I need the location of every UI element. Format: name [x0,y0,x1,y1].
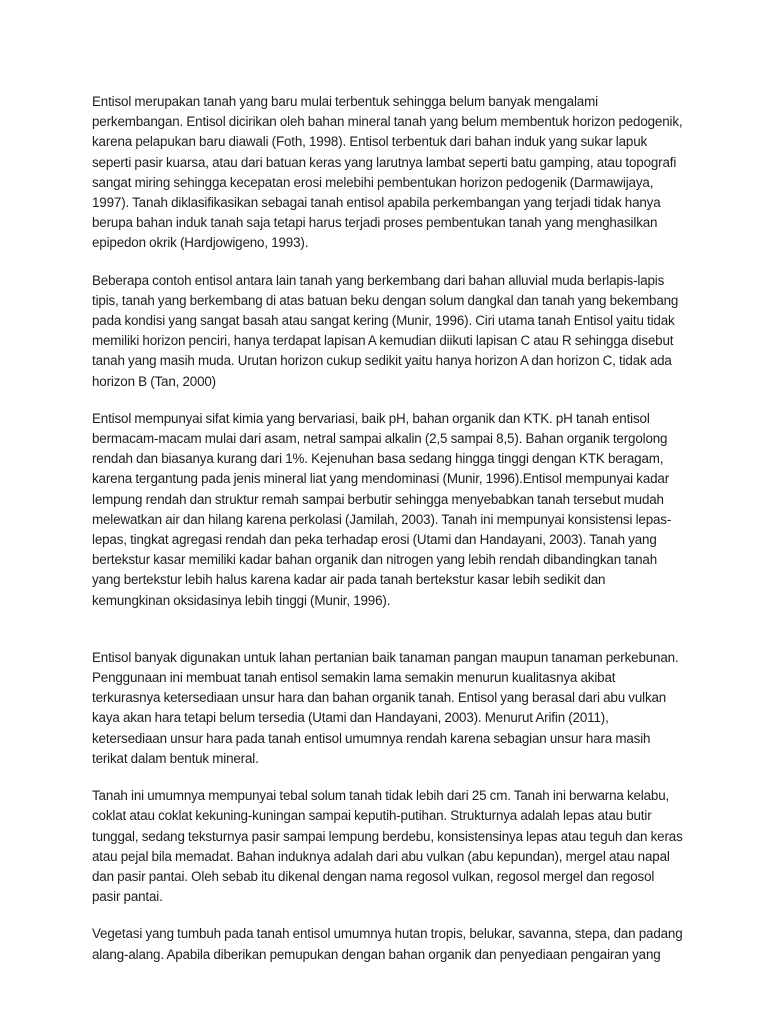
paragraph-entisol-examples: Beberapa contoh entisol antara lain tanah yang berkembang dari bahan alluvial muda berlapis-lapis tipis, tanah yang berkembang di atas batuan beku dengan solum dangkal dan tanah yang bekembang pada kondisi yang sangat basah atau sangat kering (Munir, 1996). Ciri utama tanah Entisol yaitu tidak memiliki horizon penciri, hanya terdapat lapisan A kemudian diikuti lapisan C atau R sehingga disebut tanah yang masih muda. Urutan horizon cukup sedikit yaitu hanya horizon A dan horizon C, tidak ada horizon B (Tan, 2000) [92,272,679,389]
paragraph-spacer [92,628,684,648]
paragraph-entisol-vegetation: Vegetasi yang tumbuh pada tanah entisol umumnya hutan tropis, belukar, savanna, stepa, dan padang alang-alang. Apabila diberikan pemupukan dengan bahan organik dan penyediaan pengairan yang [92,926,683,962]
paragraph-entisol-properties: Tanah ini umumnya mempunyai tebal solum tanah tidak lebih dari 25 cm. Tanah ini berwarna kelabu, coklat atau coklat kekuning-kuningan sampai keputih-putihan. Strukturnya adalah lepas atau butir tunggal, sedang teksturnya pasir sampai lempung berdebu, konsistensinya lepas atau teguh dan keras atau pejal bila memadat. Bahan induknya adalah dari abu vulkan (abu kepundan), mergel atau napal dan pasir pantai. Oleh sebab itu dikenal dengan nama regosol vulkan, regosol mergel dan regosol pasir pantai. [92,788,683,905]
paragraph-entisol-chemistry: Entisol mempunyai sifat kimia yang bervariasi, baik pH, bahan organik dan KTK. pH tanah entisol bermacam-macam mulai dari asam, netral sampai alkalin (2,5 sampai 8,5). Bahan organik tergolong rendah dan biasanya kurang dari 1%. Kejenuhan basa sedang hingga tinggi dengan KTK beragam, karena tergantung pada jenis mineral liat yang mendominasi (Munir, 1996).Entisol mempunyai kadar lempung rendah dan struktur remah sampai berbutir sehingga menyebabkan tanah tersebut mudah melewatkan air dan hilang karena perkolasi (Jamilah, 2003). Tanah ini mempunyai konsistensi lepas-lepas, tingkat agregasi rendah dan peka terhadap erosi (Utami dan Handayani, 2003). Tanah yang bertekstur kasar memiliki kadar bahan organik dan nitrogen yang lebih rendah dibandingkan tanah yang bertekstur lebih halus karena kadar air pada tanah bertekstur kasar lebih sedikit dan kemungkinan oksidasinya lebih tinggi (Munir, 1996). [92,410,672,608]
paragraph-entisol-definition: Entisol merupakan tanah yang baru mulai terbentuk sehingga belum banyak mengalami perkembangan. Entisol dicirikan oleh bahan mineral tanah yang belum membentuk horizon pedogenik, karena pelapukan baru diawali (Foth, 1998). Entisol terbentuk dari bahan induk yang sukar lapuk seperti pasir kuarsa, atau dari batuan keras yang larutnya lambat seperti batu gamping, atau topografi sangat miring sehingga kecepatan erosi melebihi pembentukan horizon pedogenik (Darmawijaya, 1997). Tanah diklasifikasikan sebagai tanah entisol apabila perkembangan yang terjadi tidak hanya berupa bahan induk tanah saja tetapi harus terjadi proses pembentukan tanah yang menghasilkan epipedon okrik (Hardjowigeno, 1993). [92,94,683,251]
paragraph-entisol-agriculture: Entisol banyak digunakan untuk lahan pertanian baik tanaman pangan maupun tanaman perkebunan. Penggunaan ini membuat tanah entisol semakin lama semakin menurun kualitasnya akibat terkurasnya ketersediaan unsur hara dan bahan organik tanah. Entisol yang berasal dari abu vulkan kaya akan hara tetapi belum tersedia (Utami dan Handayani, 2003). Menurut Arifin (2011), ketersediaan unsur hara pada tanah entisol umumnya rendah karena sebagian unsur hara masih terikat dalam bentuk mineral. [92,649,679,766]
